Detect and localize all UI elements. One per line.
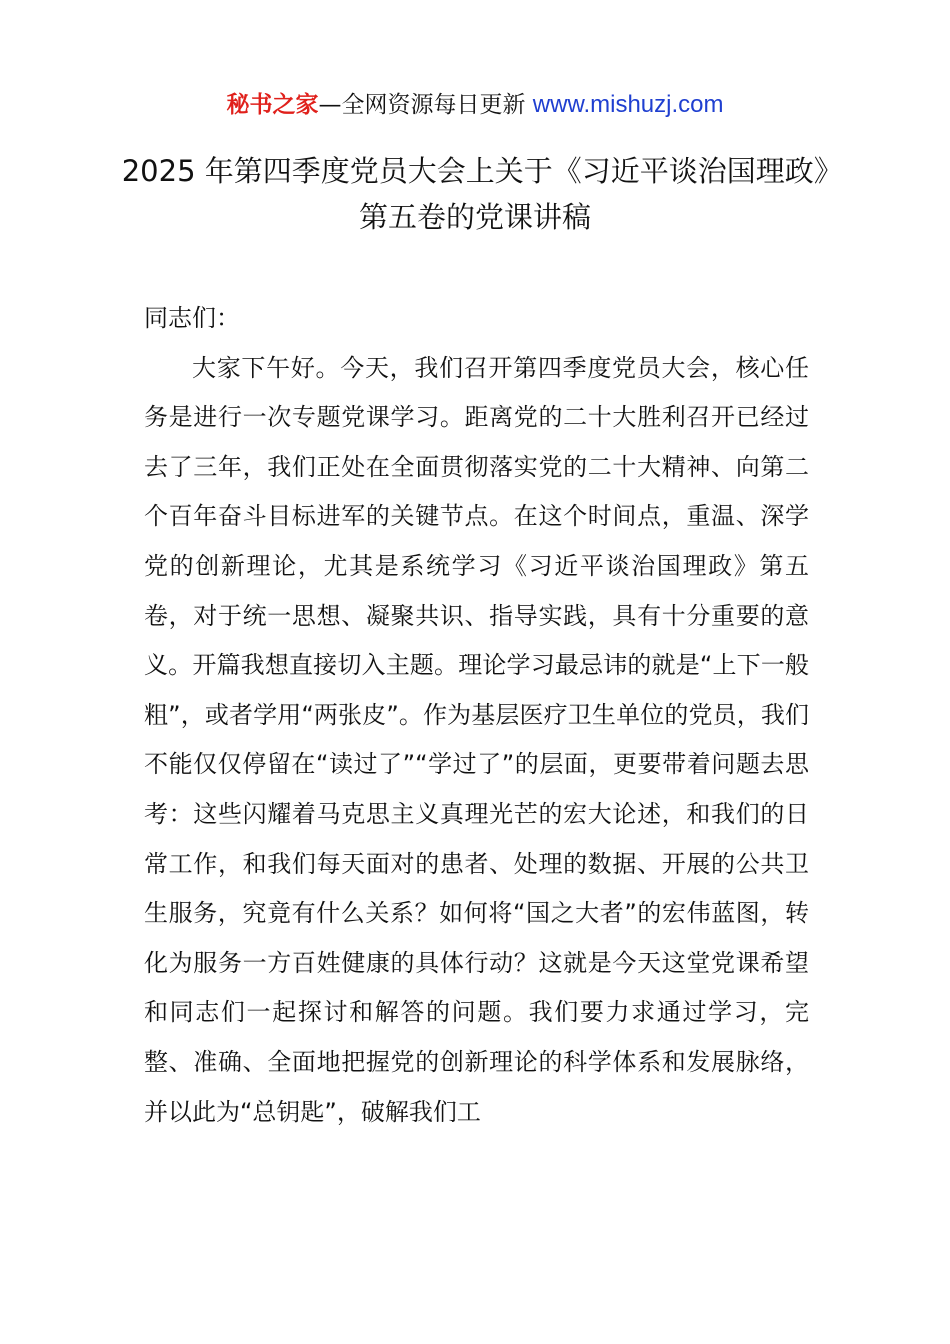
site-header — [0, 88, 950, 122]
brand-name: 秘书之家 — [226, 92, 319, 118]
document-title: 2025 年第四季度党员大会上关于《习近平谈治国理政》第五卷的党课讲稿 — [121, 154, 829, 234]
site-url-link[interactable]: www.mishuzj.com — [532, 91, 724, 118]
body-paragraph: 大家下午好。今天，我们召开第四季度党员大会，核心任务是进行一次专题党课学习。距离党的二十大胜利召开已经过去了三年，我们正处在全面贯彻落实党的二十大精神、向第二个百年奋斗目标进军的关键节点。在这个时间点，重温、深学党的创新理论，尤其是系统学习《习近平谈治国理政》第五卷，对于统一思想、凝聚共识、指导实践，具有十分重要的意义。开篇我想直接切入主题。理论学习最忌讳的就是“上下一般粗”，或者学用“两张皮”。作为基层医疗卫生单位的党员，我们不能仅仅停留在“读过了”“学过了”的层面，更要带着问题去思考：这些闪耀着马克思主义真理光芒的宏大论述，和我们的日常工作，和我们每天面对的患者、处理的数据、开展的公共卫生服务，究竟有什么关系？如何将“国之大者”的宏伟蓝图，转化为服务一方百姓健康的具体行动？这就是今天这堂党课希望和同志们一起探讨和解答的问题。我们要力求通过学习，完整、准确、全面地把握党的创新理论的科学体系和发展脉络，并以此为“总钥匙”，破解我们工 — [144, 353, 809, 1126]
document-body — [144, 294, 809, 1137]
header-tagline: —全网资源每日更新 — [318, 92, 533, 118]
salutation: 同志们： — [144, 304, 240, 332]
